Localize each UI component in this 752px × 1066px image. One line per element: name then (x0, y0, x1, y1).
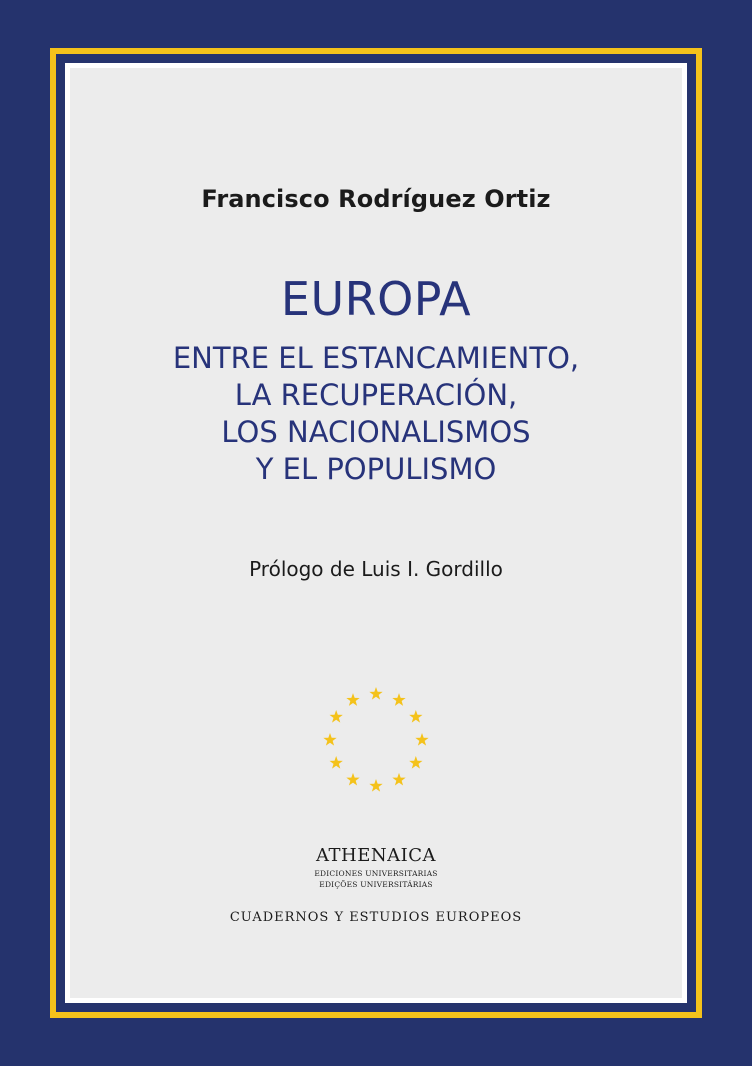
prologue-credit: Prólogo de Luis I. Gordillo (249, 557, 503, 581)
star-icon (330, 710, 343, 723)
book-title: EUROPA (280, 272, 472, 326)
star-icon (346, 693, 359, 706)
subtitle-line: LOS NACIONALISMOS (221, 415, 531, 449)
publisher-subline-pt: EDIÇÕES UNIVERSITÁRIAS (319, 880, 433, 889)
star-icon (346, 773, 359, 786)
subtitle-line: Y EL POPULISMO (255, 452, 497, 486)
star-icon (323, 733, 336, 746)
author-name: Francisco Rodríguez Ortiz (201, 185, 551, 213)
star-icon (392, 773, 405, 786)
subtitle-line: ENTRE EL ESTANCAMIENTO, (172, 341, 580, 375)
subtitle-line: LA RECUPERACIÓN, (234, 378, 518, 412)
star-icon (369, 779, 382, 792)
book-subtitle (0, 340, 752, 488)
star-icon (392, 693, 405, 706)
star-icon (330, 756, 343, 769)
star-icon (415, 733, 428, 746)
star-icon (369, 687, 382, 700)
star-icon (409, 756, 422, 769)
eu-stars-circle-icon (316, 680, 436, 800)
star-icon (409, 710, 422, 723)
series-name: CUADERNOS Y ESTUDIOS EUROPEOS (229, 910, 523, 925)
publisher-name: ATHENAICA (316, 845, 436, 866)
publisher-subline-es: EDICIONES UNIVERSITARIAS (314, 869, 438, 878)
